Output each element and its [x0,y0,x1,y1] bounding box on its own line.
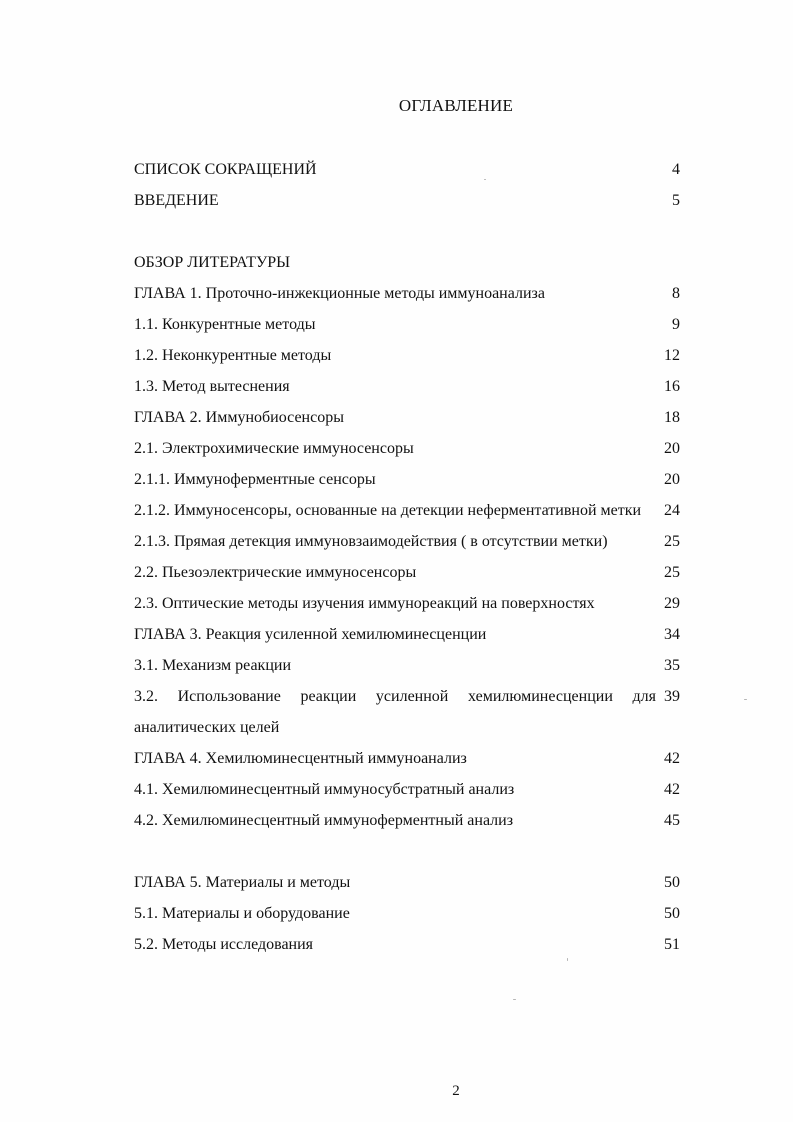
toc-entry-label: 1.2. Неконкурентные методы [134,347,332,364]
toc-entry-label: 2.3. Оптические методы изучения иммунореакций на поверхностях [134,595,595,612]
toc-entry-page: 25 [664,533,680,550]
toc-entry-page: 8 [672,285,680,302]
toc-entry [134,743,688,774]
toc-entry-label: СПИСОК СОКРАЩЕНИЙ [134,161,317,178]
toc-entry [134,340,688,371]
toc-entry-label: 3.1. Механизм реакции [134,657,291,674]
toc-entry-page: 9 [672,316,680,333]
toc-entry-page: 29 [664,595,680,612]
toc-entry-label: 1.1. Конкурентные методы [134,316,316,333]
toc-entry-label: 2.1. Электрохимические иммуносенсоры [134,440,414,457]
toc-entry-page: 39 [664,688,680,705]
toc-entry-page: 20 [664,471,680,488]
toc-entry-page: 42 [664,781,680,798]
toc-entry-page: 42 [664,750,680,767]
toc-entry-page: 12 [664,347,680,364]
toc-entry-label: ВВЕДЕНИЕ [134,192,219,209]
toc-entry-page: 18 [664,409,680,426]
toc-entry [134,557,688,588]
toc-entry-label: 4.2. Хемилюминесцентный иммуноферментный анализ [134,812,514,829]
toc-entry [134,774,688,805]
toc-entry-label: 4.1. Хемилюминесцентный иммуносубстратный анализ [134,781,515,798]
toc-entry-label: ГЛАВА 5. Материалы и методы [134,874,351,891]
toc-entry-label: 2.1.3. Прямая детекция иммуновзаимодействия ( в отсутствии метки) [134,533,608,550]
toc-entry-page: 16 [664,378,680,395]
toc-entry-page: 50 [664,905,680,922]
toc-entry-page: 25 [664,564,680,581]
toc-entry [134,464,688,495]
toc-entry [134,402,688,433]
scan-speck [484,179,486,180]
page-number: 2 [452,1083,460,1099]
toc-entry [134,929,688,960]
toc-entry [134,588,688,619]
toc-entry [134,805,688,836]
toc-entry-label: ГЛАВА 1. Проточно-инжекционные методы иммуноанализа [134,285,545,302]
table-of-contents [134,154,688,960]
toc-entry-label: 2.1.2. Иммуносенсоры, основанные на детекции неферментативной метки [134,502,642,519]
toc-entry-label: 2.2. Пьезоэлектрические иммуносенсоры [134,564,417,581]
toc-entry-label: 1.3. Метод вытеснения [134,378,290,395]
toc-entry [134,185,688,216]
toc-entry [134,619,688,650]
toc-entry-label: 5.2. Методы исследования [134,936,314,953]
toc-entry [134,898,688,929]
scan-speck [744,699,747,700]
toc-entry [134,867,688,898]
toc-entry [134,681,688,743]
scan-speck [513,999,516,1000]
toc-entry-label: 3.2. Использование реакции усиленной хемилюминесценции для аналитических целей [134,688,656,736]
toc-title: ОГЛАВЛЕНИЕ [398,96,514,115]
toc-entry-label: 5.1. Материалы и оборудование [134,905,350,922]
toc-entry [134,495,688,526]
toc-entry-page: 34 [664,626,680,643]
toc-entry-page: 4 [672,161,680,178]
toc-entry [134,371,688,402]
toc-entry-label: ГЛАВА 2. Иммунобиосенсоры [134,409,344,426]
toc-entry-page: 35 [664,657,680,674]
toc-entry-page: 5 [672,192,680,209]
toc-entry-page: 20 [664,440,680,457]
scan-speck [567,958,568,961]
toc-entry-page: 51 [664,936,680,953]
toc-entry-page: 24 [664,502,680,519]
toc-entry [134,433,688,464]
toc-entry-label: ГЛАВА 4. Хемилюминесцентный иммуноанализ [134,750,467,767]
toc-entry-label: ГЛАВА 3. Реакция усиленной хемилюминесценции [134,626,487,643]
toc-entry-label: 2.1.1. Иммуноферментные сенсоры [134,471,376,488]
toc-entry-page: 50 [664,874,680,891]
toc-entry [134,526,688,557]
toc-entry-page: 45 [664,812,680,829]
toc-entry [134,309,688,340]
toc-section-heading [134,247,688,278]
toc-entry-label: ОБЗОР ЛИТЕРАТУРЫ [134,254,291,271]
toc-entry [134,154,688,185]
toc-entry [134,650,688,681]
toc-entry [134,278,688,309]
